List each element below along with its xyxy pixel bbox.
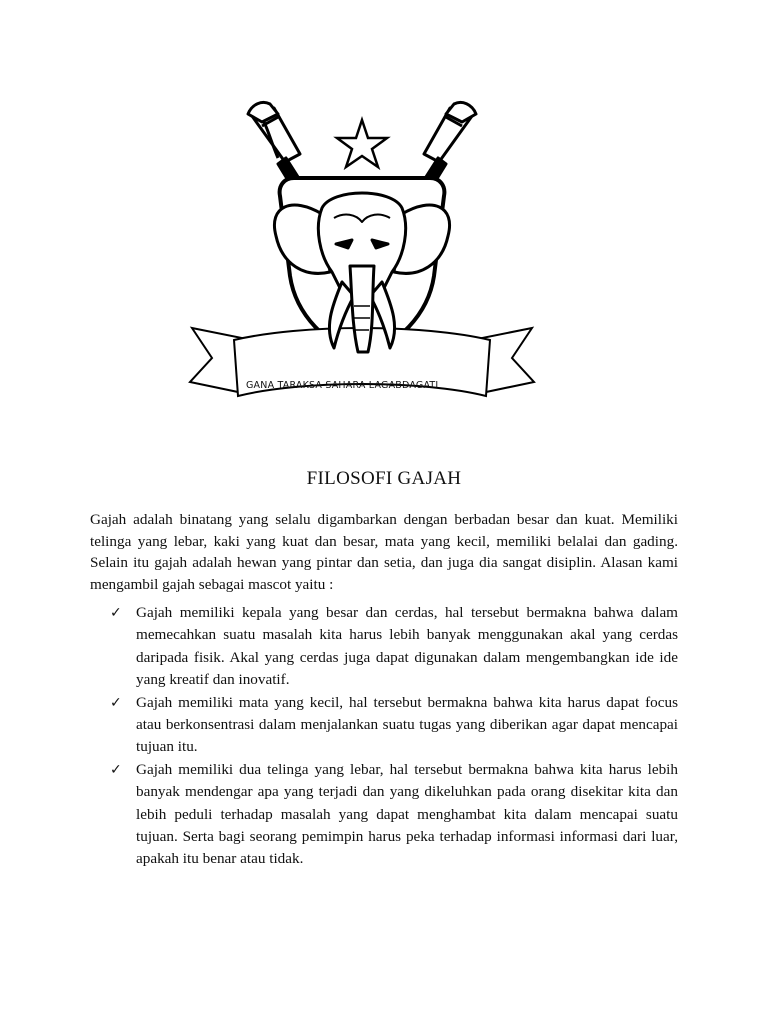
list-item [110, 692, 678, 759]
checkmark-icon: ✓ [110, 694, 122, 711]
checkmark-icon: ✓ [110, 605, 122, 621]
checkmark-icon: ✓ [110, 761, 122, 778]
list-item-text: Gajah memiliki dua telinga yang lebar, hal tersebut bermakna bahwa kita harus lebih banyak mendengar apa yang terjadi dan yang dikeluhkan pada orang disekitar kita dan lebih peduli terhadap masalah yang dapat menghambat kita dalam mencapai suatu tujuan. Serta bagi seorang pemimpin harus peka terhadap informasi informasi dari luar, apakah itu benar atau tidak. [136, 760, 678, 868]
intro-paragraph: Gajah adalah binatang yang selalu digambarkan dengan berbadan besar dan kuat. Memiliki telinga yang lebar, kaki yang kuat dan besar, mata yang kecil, memiliki belalai dan gading. Selain itu gajah adalah hewan yang pintar dan setia, dan juga dia sangat disiplin. Alasan kami mengambil gajah sebagai mascot yaitu : [90, 511, 678, 593]
banner-motto: GANA TARAKSA SAHARA LAGABDAGATI [246, 380, 439, 391]
list-item [110, 759, 678, 871]
bullet-list [110, 602, 678, 871]
star-icon [337, 120, 387, 167]
list-item [110, 602, 678, 692]
page-title: FILOSOFI GAJAH [306, 468, 462, 489]
elephant-emblem-logo [182, 96, 542, 414]
list-item-text: Gajah memiliki kepala yang besar dan cerdas, hal tersebut bermakna bahwa dalam memecahkan suatu masalah kita harus lebih banyak menggunakan akal yang cerdas daripada fisik. Akal yang cerdas juga dapat digunakan dalam mengembangkan ide ide yang kreatif dan inovatif. [136, 604, 678, 689]
list-item-text: Gajah memiliki mata yang kecil, hal tersebut bermakna bahwa kita harus dapat focus atau berkonsentrasi dalam menjalankan suatu tugas yang diberikan agar dapat mencapai tujuan itu. [136, 693, 678, 756]
elephant-emblem-graphic [182, 96, 542, 414]
